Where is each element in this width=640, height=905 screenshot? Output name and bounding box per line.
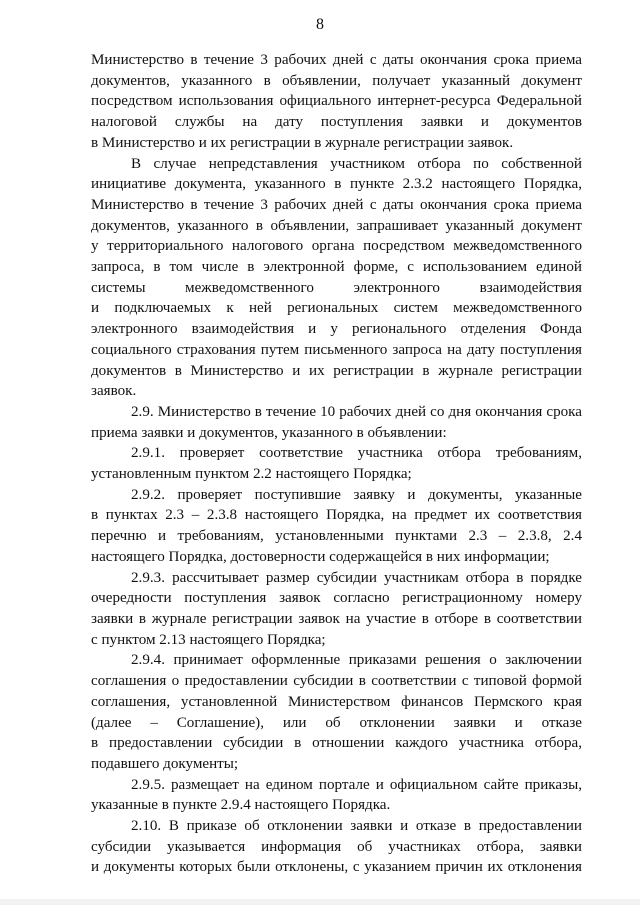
text-line: в предоставлении субсидии в отношении каждого участника отбора,	[91, 735, 582, 752]
text-line: заявки в журнале регистрации заявок на участие в отборе в соответствии	[91, 610, 582, 627]
document-body	[91, 50, 582, 878]
text-line: приема заявки и документов, указанного в объявлении:	[91, 424, 447, 441]
text-line: (далее – Соглашение), или об отклонении заявки и отказе	[91, 714, 582, 731]
text-line: настоящего Порядка, достоверности содержащейся в них информации;	[91, 548, 550, 565]
text-line: Министерство в течение 3 рабочих дней с даты окончания срока приема	[91, 52, 582, 68]
text-line: с пунктом 2.13 настоящего Порядка;	[91, 631, 326, 648]
text-line: и подключаемых к ней региональных систем межведомственного	[91, 300, 582, 317]
text-line: 2.10. В приказе об отклонении заявки и отказе в предоставлении	[131, 818, 582, 835]
text-line: подавшего документы;	[91, 755, 239, 772]
text-line: налоговой службы на дату поступления заявки и документов	[91, 114, 582, 131]
text-line: документов, указанного в объявлении, запрашивает указанный документ	[91, 217, 582, 234]
text-line: соглашения о предоставлении субсидии в соответствии с типовой формой	[91, 673, 582, 690]
text-line: 2.9. Министерство в течение 10 рабочих дней со дня окончания срока	[131, 403, 582, 420]
text-line: заявок.	[91, 383, 137, 400]
text-line: документов, указанного в объявлении, получает указанный документ	[91, 72, 582, 89]
page-number: 8	[316, 16, 324, 33]
text-line: 2.9.5. размещает на едином портале и официальном сайте приказы,	[131, 776, 582, 793]
text-line: системы межведомственного электронного взаимодействия	[91, 279, 582, 296]
text-line: Министерство в течение 3 рабочих дней с даты окончания срока приема	[91, 196, 582, 213]
text-line: социального страхования путем письменного запроса на дату поступления	[91, 341, 582, 358]
text-line: соглашения, установленной Министерством финансов Пермского края	[91, 693, 582, 710]
text-line: субсидии указывается информация об участниках отбора, заявки	[91, 838, 582, 855]
text-line: инициативе документа, указанного в пункте 2.3.2 настоящего Порядка,	[91, 176, 582, 193]
text-line: 2.9.4. принимает оформленные приказами решения о заключении	[131, 652, 582, 669]
text-line: перечню и требованиям, установленными пунктами 2.3 – 2.3.8, 2.4	[91, 528, 582, 545]
text-line: в Министерство и их регистрации в журнале регистрации заявок.	[91, 134, 514, 151]
text-line: указанные в пункте 2.9.4 настоящего Порядка.	[91, 797, 391, 814]
text-line: 2.9.3. рассчитывает размер субсидии участникам отбора в порядке	[131, 569, 582, 586]
text-line: в пунктах 2.3 – 2.3.8 настоящего Порядка, на предмет их соответствия	[91, 507, 582, 524]
text-line: и документы которых были отклонены, с указанием причин их отклонения	[91, 859, 582, 876]
text-line: электронного взаимодействия и у регионального отделения Фонда	[91, 321, 582, 338]
text-line: 2.9.2. проверяет поступившие заявку и документы, указанные	[131, 486, 582, 503]
text-line: 2.9.1. проверяет соответствие участника отбора требованиям,	[131, 445, 582, 462]
text-line: документов в Министерство и их регистрации в журнале регистрации	[91, 362, 582, 379]
text-line: очередности поступления заявок согласно регистрационному номеру	[91, 590, 582, 607]
text-line: установленным пунктом 2.2 настоящего Порядка;	[91, 466, 412, 483]
scan-edge	[0, 899, 640, 905]
text-line: В случае непредставления участником отбора по собственной	[131, 155, 582, 172]
text-line: посредством использования официального интернет-ресурса Федеральной	[91, 93, 582, 110]
text-line: у территориального налогового органа посредством межведомственного	[91, 238, 582, 255]
text-line: запроса, в том числе в электронной форме, с использованием единой	[91, 259, 582, 276]
